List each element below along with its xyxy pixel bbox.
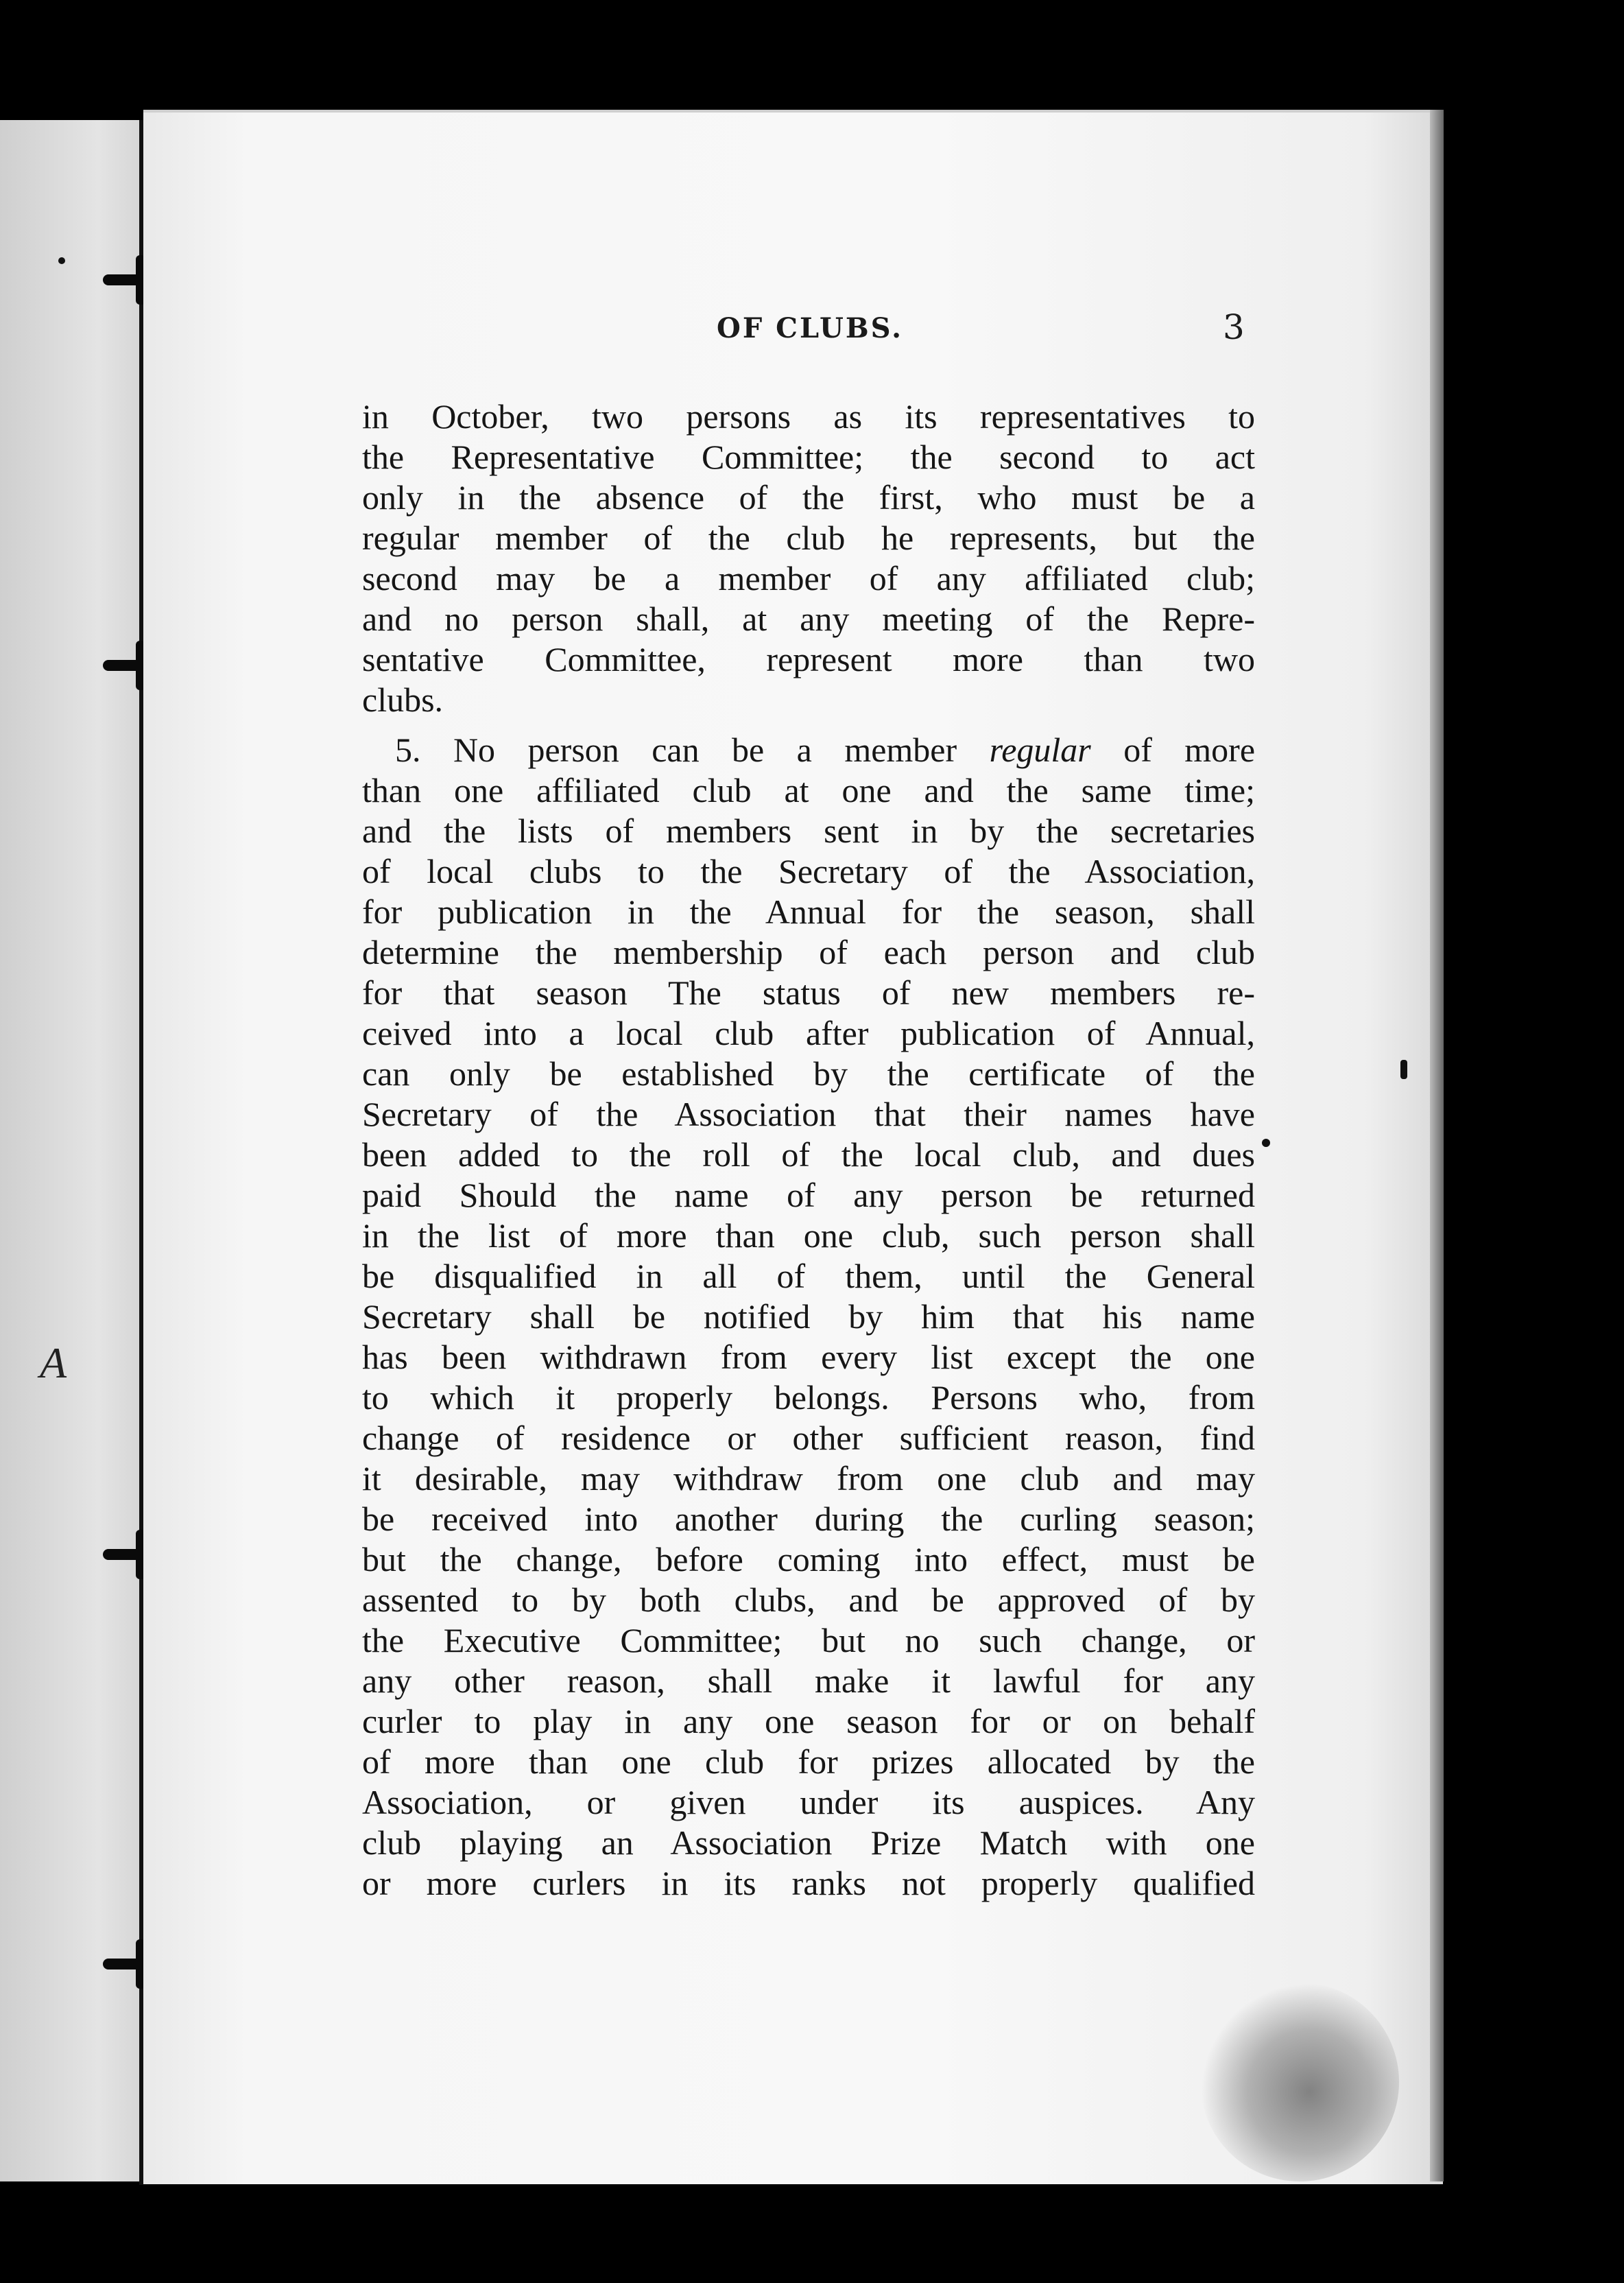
text-line: determine the membership of each person and club [362,933,1255,971]
text-line: to which it properly belongs. Persons who, from [362,1378,1255,1417]
text-line: Secretary shall be notified by him that his name [362,1297,1255,1336]
page-number: 3 [1223,307,1245,347]
text-line: and no person shall, at any meeting of the Repre- [362,600,1255,638]
text-line: paid Should the name of any person be returned [362,1176,1255,1214]
text-line: club playing an Association Prize Match with one [362,1823,1255,1862]
text-line: Association, or given under its auspices. Any [362,1783,1255,1821]
text-line: in the list of more than one club, such person shall [362,1216,1255,1255]
text-line: can only be established by the certificate of the [362,1054,1255,1093]
text-line: only in the absence of the first, who must be a [362,478,1255,517]
text-line: the Representative Committee; the second to act [362,438,1255,476]
text-segment: 5. No person can be a member [395,731,957,769]
text-line: been added to the roll of the local club, and dues [362,1135,1255,1174]
text-line: clubs. [362,681,444,719]
margin-annotation: A [40,1338,67,1387]
text-line: assented to by both clubs, and be approved of by [362,1581,1255,1619]
body-text [362,397,1255,1904]
text-line: second may be a member of any affiliated club; [362,559,1255,598]
text-line: for publication in the Annual for the season, shall [362,892,1255,931]
text-line: it desirable, may withdraw from one club and may [362,1459,1255,1498]
running-head: OF CLUBS. [717,312,904,344]
facing-page-edge [0,120,141,2181]
text-line: has been withdrawn from every list except the one [362,1338,1255,1376]
text-line: Secretary of the Association that their names have [362,1095,1255,1133]
italic-word: regular [989,731,1091,769]
text-line: of local clubs to the Secretary of the Association, [362,852,1255,890]
text-line: regular member of the club he represents, but the [362,519,1255,557]
text-segment: of more [1123,731,1256,769]
text-line: and the lists of members sent in by the secretaries [362,812,1255,850]
speck [1262,1139,1270,1147]
text-line: sentative Committee, represent more than two [362,640,1255,678]
text-line: for that season The status of new members re- [362,973,1255,1012]
text-line: change of residence or other sufficient reason, find [362,1419,1255,1457]
text-line: the Executive Committee; but no such change, or [362,1621,1255,1659]
text-line: or more curlers in its ranks not properly qualified [362,1864,1255,1902]
text-line: but the change, before coming into effect, must be [362,1540,1255,1578]
page-edge-shadow [1430,110,1444,2181]
speck [58,257,65,264]
text-line: ceived into a local club after publication of Annual, [362,1014,1255,1052]
text-line: be received into another during the curling season; [362,1500,1255,1538]
text-line-with-italic [362,730,1255,770]
text-line: any other reason, shall make it lawful for any [362,1661,1255,1700]
text-line: of more than one club for prizes allocated by the [362,1742,1255,1781]
speck [1400,1060,1407,1079]
fingerprint-smudge [1200,1983,1399,2181]
text-line: be disqualified in all of them, until the General [362,1257,1255,1295]
text-line: in October, two persons as its representatives to [362,397,1255,436]
text-line: curler to play in any one season for or on behalf [362,1702,1255,1740]
text-line: than one affiliated club at one and the same time; [362,771,1255,809]
